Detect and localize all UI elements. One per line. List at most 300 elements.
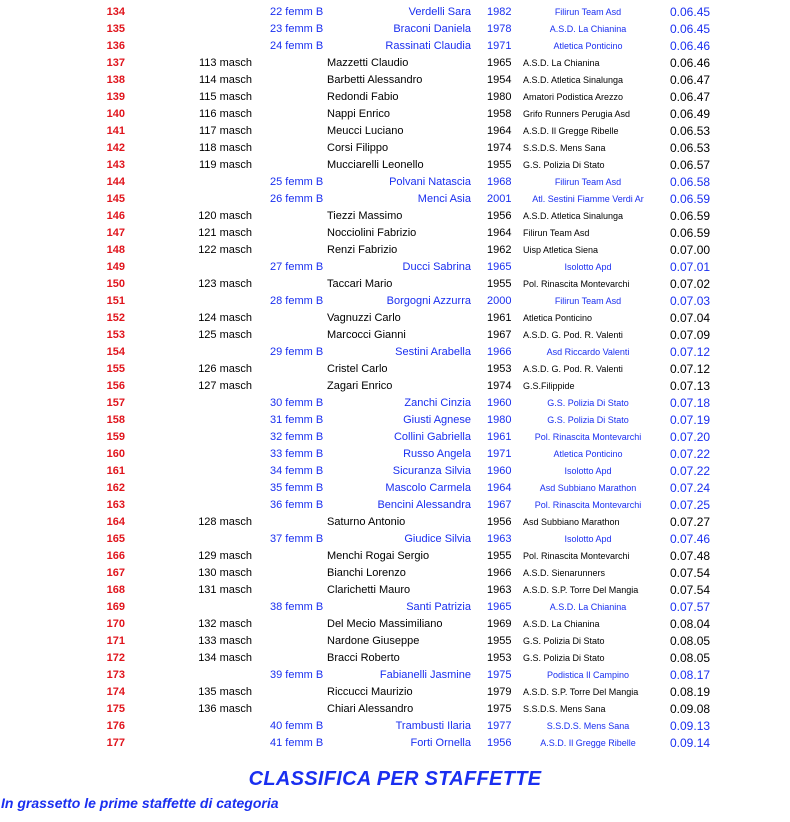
- position-cell: 152: [106, 312, 125, 324]
- table-row: [0, 293, 790, 310]
- club-cell: Asd Riccardo Valenti: [546, 347, 630, 357]
- time-cell: 0.06.59: [670, 192, 711, 206]
- category-rank-cell: 28 femm B: [270, 295, 324, 307]
- time-cell: 0.07.24: [670, 481, 711, 495]
- birth-year-cell: 1953: [487, 363, 512, 375]
- category-rank-cell: 116 masch: [199, 108, 252, 120]
- position-cell: 141: [106, 125, 125, 137]
- athlete-name-cell: Ducci Sabrina: [402, 261, 471, 273]
- category-rank-cell: 35 femm B: [270, 482, 324, 494]
- position-cell: 136: [106, 40, 125, 52]
- birth-year-cell: 1955: [487, 278, 512, 290]
- category-rank-cell: 24 femm B: [270, 40, 324, 52]
- time-cell: 0.07.18: [670, 396, 711, 410]
- club-cell: Asd Subbiano Marathon: [523, 517, 620, 527]
- position-cell: 149: [106, 261, 125, 273]
- athlete-name-cell: Marcocci Gianni: [327, 329, 406, 341]
- birth-year-cell: 1971: [487, 448, 512, 460]
- time-cell: 0.06.49: [670, 107, 711, 121]
- table-row: [0, 633, 790, 650]
- category-rank-cell: 34 femm B: [270, 465, 324, 477]
- birth-year-cell: 1962: [487, 244, 512, 256]
- time-cell: 0.06.53: [670, 124, 711, 138]
- club-cell: Filirun Team Asd: [554, 296, 622, 306]
- position-cell: 175: [106, 703, 125, 715]
- time-cell: 0.06.57: [670, 158, 711, 172]
- athlete-name-cell: Renzi Fabrizio: [327, 244, 398, 256]
- club-cell: G.S. Polizia Di Stato: [523, 636, 605, 646]
- birth-year-cell: 1966: [487, 346, 512, 358]
- time-cell: 0.09.08: [670, 702, 711, 716]
- table-row: [0, 463, 790, 480]
- table-row: [0, 429, 790, 446]
- athlete-name-cell: Sestini Arabella: [395, 346, 471, 358]
- category-rank-cell: 117 masch: [199, 125, 252, 137]
- birth-year-cell: 1967: [487, 499, 512, 511]
- category-rank-cell: 31 femm B: [270, 414, 324, 426]
- club-cell: Filirun Team Asd: [554, 177, 622, 187]
- athlete-name-cell: Bracci Roberto: [327, 652, 400, 664]
- table-row: [0, 242, 790, 259]
- time-cell: 0.07.54: [670, 583, 711, 597]
- category-rank-cell: 133 masch: [198, 635, 252, 647]
- time-cell: 0.07.01: [670, 260, 711, 274]
- category-rank-cell: 30 femm B: [270, 397, 324, 409]
- table-row: [0, 531, 790, 548]
- category-rank-cell: 122 masch: [198, 244, 252, 256]
- birth-year-cell: 1956: [487, 737, 512, 749]
- table-row: [0, 395, 790, 412]
- athlete-name-cell: Polvani Natascia: [389, 176, 471, 188]
- category-rank-cell: 127 masch: [198, 380, 252, 392]
- club-cell: Isolotto Apd: [564, 262, 612, 272]
- table-row: [0, 735, 790, 752]
- birth-year-cell: 2000: [487, 295, 512, 307]
- time-cell: 0.08.17: [670, 668, 711, 682]
- club-cell: A.S.D. Il Gregge Ribelle: [523, 126, 619, 136]
- club-cell: Atletica Ponticino: [523, 313, 593, 323]
- club-cell: G.S. Polizia Di Stato: [523, 160, 605, 170]
- club-cell: A.S.D. Atletica Sinalunga: [523, 75, 624, 85]
- athlete-name-cell: Verdelli Sara: [408, 6, 471, 18]
- athlete-name-cell: Nardone Giuseppe: [327, 635, 420, 647]
- time-cell: 0.08.05: [670, 634, 711, 648]
- time-cell: 0.09.14: [670, 736, 711, 750]
- birth-year-cell: 1965: [487, 261, 512, 273]
- table-row: [0, 412, 790, 429]
- position-cell: 174: [106, 686, 125, 698]
- table-row: [0, 582, 790, 599]
- position-cell: 142: [106, 142, 125, 154]
- position-cell: 172: [106, 652, 125, 664]
- club-cell: S.S.D.S. Mens Sana: [523, 704, 606, 714]
- club-cell: G.S.Filippide: [523, 381, 575, 391]
- category-rank-cell: 124 masch: [198, 312, 252, 324]
- table-row: [0, 446, 790, 463]
- birth-year-cell: 1980: [487, 414, 512, 426]
- athlete-name-cell: Barbetti Alessandro: [327, 74, 423, 86]
- position-cell: 162: [106, 482, 125, 494]
- position-cell: 166: [106, 550, 125, 562]
- table-row: [0, 616, 790, 633]
- time-cell: 0.06.59: [670, 226, 711, 240]
- athlete-name-cell: Bianchi Lorenzo: [327, 567, 406, 579]
- birth-year-cell: 1955: [487, 159, 512, 171]
- birth-year-cell: 1964: [487, 125, 512, 137]
- athlete-name-cell: Collini Gabriella: [393, 431, 471, 443]
- club-cell: A.S.D. Atletica Sinalunga: [523, 211, 624, 221]
- category-rank-cell: 36 femm B: [270, 499, 324, 511]
- birth-year-cell: 1965: [487, 601, 512, 613]
- birth-year-cell: 1966: [487, 567, 512, 579]
- position-cell: 137: [106, 57, 125, 69]
- time-cell: 0.07.04: [670, 311, 711, 325]
- category-rank-cell: 129 masch: [198, 550, 252, 562]
- club-cell: Filirun Team Asd: [523, 228, 590, 238]
- club-cell: A.S.D. La Chianina: [523, 619, 600, 629]
- category-rank-cell: 123 masch: [198, 278, 252, 290]
- birth-year-cell: 1968: [487, 176, 512, 188]
- time-cell: 0.06.45: [670, 5, 711, 19]
- section-title: CLASSIFICA PER STAFFETTE: [248, 768, 542, 790]
- category-rank-cell: 26 femm B: [270, 193, 324, 205]
- time-cell: 0.07.02: [670, 277, 711, 291]
- time-cell: 0.07.13: [670, 379, 711, 393]
- category-rank-cell: 25 femm B: [270, 176, 324, 188]
- position-cell: 160: [106, 448, 125, 460]
- table-row: [0, 174, 790, 191]
- table-row: [0, 225, 790, 242]
- time-cell: 0.06.46: [670, 56, 711, 70]
- birth-year-cell: 1960: [487, 397, 512, 409]
- athlete-name-cell: Vagnuzzi Carlo: [327, 312, 401, 324]
- athlete-name-cell: Taccari Mario: [327, 278, 393, 290]
- category-rank-cell: 32 femm B: [270, 431, 324, 443]
- birth-year-cell: 1960: [487, 465, 512, 477]
- birth-year-cell: 1963: [487, 533, 512, 545]
- category-rank-cell: 23 femm B: [270, 23, 324, 35]
- time-cell: 0.07.12: [670, 362, 711, 376]
- category-rank-cell: 40 femm B: [270, 720, 324, 732]
- position-cell: 143: [106, 159, 125, 171]
- category-rank-cell: 113 masch: [199, 57, 252, 69]
- club-cell: Atletica Ponticino: [553, 449, 623, 459]
- category-rank-cell: 136 masch: [198, 703, 252, 715]
- birth-year-cell: 1980: [487, 91, 512, 103]
- table-row: [0, 667, 790, 684]
- table-row: [0, 140, 790, 157]
- time-cell: 0.07.09: [670, 328, 711, 342]
- athlete-name-cell: Borgogni Azzurra: [386, 295, 471, 307]
- time-cell: 0.06.47: [670, 90, 711, 104]
- birth-year-cell: 1974: [487, 142, 512, 154]
- category-rank-cell: 131 masch: [198, 584, 252, 596]
- birth-year-cell: 2001: [487, 193, 512, 205]
- category-rank-cell: 38 femm B: [270, 601, 324, 613]
- table-row: [0, 123, 790, 140]
- club-cell: Pol. Rinascita Montevarchi: [534, 500, 642, 510]
- birth-year-cell: 1963: [487, 584, 512, 596]
- birth-year-cell: 1977: [487, 720, 512, 732]
- position-cell: 135: [106, 23, 125, 35]
- athlete-name-cell: Riccucci Maurizio: [327, 686, 413, 698]
- birth-year-cell: 1971: [487, 40, 512, 52]
- birth-year-cell: 1964: [487, 482, 512, 494]
- table-row: [0, 106, 790, 123]
- time-cell: 0.06.58: [670, 175, 711, 189]
- time-cell: 0.07.22: [670, 447, 711, 461]
- birth-year-cell: 1955: [487, 635, 512, 647]
- position-cell: 169: [106, 601, 125, 613]
- position-cell: 155: [106, 363, 125, 375]
- position-cell: 148: [106, 244, 125, 256]
- birth-year-cell: 1982: [487, 6, 512, 18]
- table-row: [0, 327, 790, 344]
- athlete-name-cell: Rassinati Claudia: [385, 40, 471, 52]
- time-cell: 0.07.54: [670, 566, 711, 580]
- position-cell: 140: [106, 108, 125, 120]
- table-row: [0, 701, 790, 718]
- table-row: [0, 718, 790, 735]
- time-cell: 0.07.46: [670, 532, 711, 546]
- position-cell: 159: [106, 431, 125, 443]
- birth-year-cell: 1978: [487, 23, 512, 35]
- athlete-name-cell: Giusti Agnese: [403, 414, 471, 426]
- time-cell: 0.06.53: [670, 141, 711, 155]
- table-row: [0, 684, 790, 701]
- category-rank-cell: 37 femm B: [270, 533, 324, 545]
- birth-year-cell: 1956: [487, 516, 512, 528]
- club-cell: A.S.D. G. Pod. R. Valenti: [523, 330, 623, 340]
- club-cell: Pol. Rinascita Montevarchi: [523, 551, 630, 561]
- club-cell: Pol. Rinascita Montevarchi: [523, 279, 630, 289]
- club-cell: S.S.D.S. Mens Sana: [523, 143, 606, 153]
- athlete-name-cell: Nappi Enrico: [327, 108, 390, 120]
- position-cell: 146: [106, 210, 125, 222]
- table-row: [0, 157, 790, 174]
- time-cell: 0.07.12: [670, 345, 711, 359]
- club-cell: Isolotto Apd: [564, 466, 612, 476]
- table-row: [0, 89, 790, 106]
- athlete-name-cell: Chiari Alessandro: [327, 703, 414, 715]
- birth-year-cell: 1956: [487, 210, 512, 222]
- table-row: [0, 344, 790, 361]
- club-cell: A.S.D. La Chianina: [523, 58, 600, 68]
- table-row: [0, 21, 790, 38]
- category-rank-cell: 132 masch: [198, 618, 252, 630]
- club-cell: Podistica Il Campino: [546, 670, 630, 680]
- athlete-name-cell: Meucci Luciano: [327, 125, 404, 137]
- athlete-name-cell: Menci Asia: [417, 193, 471, 205]
- position-cell: 176: [106, 720, 125, 732]
- position-cell: 151: [106, 295, 125, 307]
- table-row: [0, 599, 790, 616]
- category-rank-cell: 134 masch: [198, 652, 252, 664]
- table-row: [0, 497, 790, 514]
- table-row: [0, 55, 790, 72]
- time-cell: 0.07.20: [670, 430, 711, 444]
- birth-year-cell: 1954: [487, 74, 512, 86]
- birth-year-cell: 1967: [487, 329, 512, 341]
- category-rank-cell: 120 masch: [198, 210, 252, 222]
- birth-year-cell: 1955: [487, 550, 512, 562]
- table-row: [0, 565, 790, 582]
- athlete-name-cell: Nocciolini Fabrizio: [327, 227, 417, 239]
- athlete-name-cell: Forti Ornella: [410, 737, 471, 749]
- position-cell: 147: [106, 227, 125, 239]
- category-rank-cell: 130 masch: [198, 567, 252, 579]
- birth-year-cell: 1969: [487, 618, 512, 630]
- table-row: [0, 72, 790, 89]
- athlete-name-cell: Menchi Rogai Sergio: [327, 550, 430, 562]
- position-cell: 139: [106, 91, 125, 103]
- category-rank-cell: 119 masch: [199, 159, 252, 171]
- time-cell: 0.07.48: [670, 549, 711, 563]
- category-rank-cell: 33 femm B: [270, 448, 324, 460]
- position-cell: 138: [106, 74, 125, 86]
- position-cell: 158: [106, 414, 125, 426]
- club-cell: Atl. Sestini Fiamme Verdi Ar: [532, 194, 644, 204]
- time-cell: 0.07.25: [670, 498, 711, 512]
- time-cell: 0.08.04: [670, 617, 711, 631]
- time-cell: 0.06.47: [670, 73, 711, 87]
- category-rank-cell: 128 masch: [198, 516, 252, 528]
- time-cell: 0.08.19: [670, 685, 711, 699]
- club-cell: Grifo Runners Perugia Asd: [523, 109, 631, 119]
- time-cell: 0.06.59: [670, 209, 711, 223]
- position-cell: 165: [106, 533, 125, 545]
- position-cell: 171: [106, 635, 125, 647]
- athlete-name-cell: Clarichetti Mauro: [327, 584, 411, 596]
- time-cell: 0.07.27: [670, 515, 711, 529]
- position-cell: 173: [106, 669, 125, 681]
- position-cell: 161: [106, 465, 125, 477]
- table-row: [0, 378, 790, 395]
- table-row: [0, 310, 790, 327]
- time-cell: 0.06.45: [670, 22, 711, 36]
- table-row: [0, 361, 790, 378]
- time-cell: 0.07.22: [670, 464, 711, 478]
- category-rank-cell: 41 femm B: [270, 737, 324, 749]
- position-cell: 164: [106, 516, 125, 528]
- position-cell: 144: [106, 176, 125, 188]
- club-cell: S.S.D.S. Mens Sana: [546, 721, 630, 731]
- table-row: [0, 4, 790, 21]
- table-row: [0, 38, 790, 55]
- birth-year-cell: 1958: [487, 108, 512, 120]
- athlete-name-cell: Cristel Carlo: [327, 363, 388, 375]
- category-rank-cell: 126 masch: [198, 363, 252, 375]
- birth-year-cell: 1961: [487, 312, 512, 324]
- club-cell: Filirun Team Asd: [554, 7, 622, 17]
- position-cell: 134: [106, 6, 125, 18]
- time-cell: 0.06.46: [670, 39, 711, 53]
- category-rank-cell: 121 masch: [198, 227, 252, 239]
- athlete-name-cell: Mucciarelli Leonello: [327, 159, 424, 171]
- position-cell: 167: [106, 567, 125, 579]
- athlete-name-cell: Zagari Enrico: [327, 380, 393, 392]
- position-cell: 154: [106, 346, 125, 358]
- club-cell: G.S. Polizia Di Stato: [547, 398, 629, 408]
- club-cell: Uisp Atletica Siena: [523, 245, 599, 255]
- club-cell: Asd Subbiano Marathon: [539, 483, 637, 493]
- club-cell: A.S.D. S.P. Torre Del Mangia: [523, 585, 639, 595]
- athlete-name-cell: Santi Patrizia: [406, 601, 471, 613]
- athlete-name-cell: Mazzetti Claudio: [327, 57, 409, 69]
- club-cell: Pol. Rinascita Montevarchi: [534, 432, 642, 442]
- position-cell: 177: [106, 737, 125, 749]
- club-cell: A.S.D. La Chianina: [549, 602, 627, 612]
- athlete-name-cell: Del Mecio Massimiliano: [327, 618, 443, 630]
- position-cell: 150: [106, 278, 125, 290]
- category-rank-cell: 27 femm B: [270, 261, 324, 273]
- club-cell: G.S. Polizia Di Stato: [523, 653, 605, 663]
- club-cell: A.S.D. G. Pod. R. Valenti: [523, 364, 623, 374]
- time-cell: 0.09.13: [670, 719, 711, 733]
- category-rank-cell: 125 masch: [198, 329, 252, 341]
- birth-year-cell: 1975: [487, 669, 512, 681]
- birth-year-cell: 1965: [487, 57, 512, 69]
- position-cell: 170: [106, 618, 125, 630]
- position-cell: 163: [106, 499, 125, 511]
- athlete-name-cell: Braconi Daniela: [393, 23, 471, 35]
- category-rank-cell: 135 masch: [198, 686, 252, 698]
- birth-year-cell: 1953: [487, 652, 512, 664]
- birth-year-cell: 1974: [487, 380, 512, 392]
- athlete-name-cell: Saturno Antonio: [327, 516, 406, 528]
- table-row: [0, 548, 790, 565]
- category-rank-cell: 114 masch: [199, 74, 252, 86]
- athlete-name-cell: Trambusti Ilaria: [395, 720, 471, 732]
- table-row: [0, 480, 790, 497]
- position-cell: 153: [106, 329, 125, 341]
- table-row: [0, 259, 790, 276]
- position-cell: 168: [106, 584, 125, 596]
- time-cell: 0.07.19: [670, 413, 711, 427]
- athlete-name-cell: Redondi Fabio: [327, 91, 399, 103]
- club-cell: Amatori Podistica Arezzo: [523, 92, 624, 102]
- table-row: [0, 276, 790, 293]
- birth-year-cell: 1964: [487, 227, 512, 239]
- athlete-name-cell: Tiezzi Massimo: [327, 210, 403, 222]
- club-cell: A.S.D. Sienarunners: [523, 568, 606, 578]
- birth-year-cell: 1961: [487, 431, 512, 443]
- athlete-name-cell: Corsi Filippo: [327, 142, 389, 154]
- club-cell: G.S. Polizia Di Stato: [547, 415, 629, 425]
- athlete-name-cell: Russo Angela: [403, 448, 471, 460]
- athlete-name-cell: Zanchi Cinzia: [404, 397, 471, 409]
- athlete-name-cell: Sicuranza Silvia: [392, 465, 471, 477]
- time-cell: 0.07.00: [670, 243, 711, 257]
- athlete-name-cell: Bencini Alessandra: [377, 499, 471, 511]
- time-cell: 0.08.05: [670, 651, 711, 665]
- club-cell: Atletica Ponticino: [553, 41, 623, 51]
- category-rank-cell: 115 masch: [199, 91, 252, 103]
- table-row: [0, 191, 790, 208]
- club-cell: A.S.D. La Chianina: [549, 24, 627, 34]
- birth-year-cell: 1975: [487, 703, 512, 715]
- club-cell: A.S.D. Il Gregge Ribelle: [540, 738, 636, 748]
- club-cell: A.S.D. S.P. Torre Del Mangia: [523, 687, 639, 697]
- category-rank-cell: 118 masch: [199, 142, 252, 154]
- time-cell: 0.07.57: [670, 600, 711, 614]
- birth-year-cell: 1979: [487, 686, 512, 698]
- position-cell: 145: [106, 193, 125, 205]
- table-row: [0, 514, 790, 531]
- position-cell: 157: [106, 397, 125, 409]
- table-row: [0, 650, 790, 667]
- category-rank-cell: 29 femm B: [270, 346, 324, 358]
